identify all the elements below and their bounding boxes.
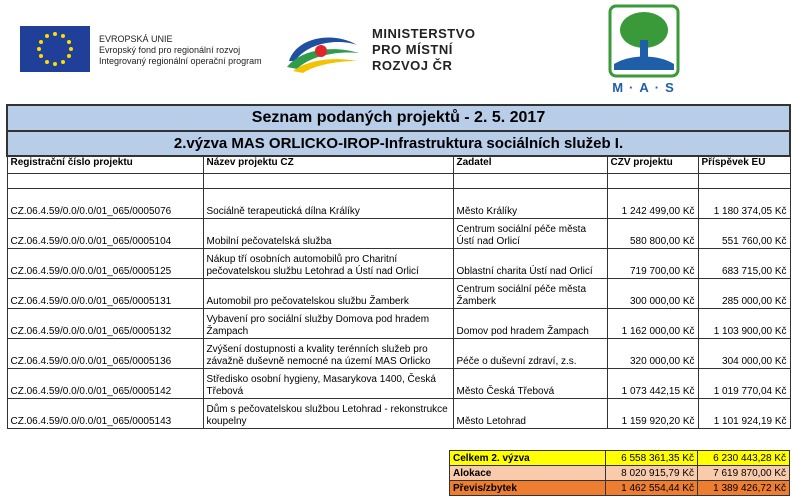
summary-czv: 6 558 361,35 Kč [606, 451, 698, 466]
summary-eu: 1 389 426,72 Kč [698, 481, 790, 496]
cell-reg-number: CZ.06.4.59/0.0/0.0/01_065/0005136 [7, 339, 203, 369]
cell-eu-contribution: 1 180 374,05 Kč [698, 189, 790, 219]
cell-reg-number: CZ.06.4.59/0.0/0.0/01_065/0005142 [7, 369, 203, 399]
spacer-cell [607, 174, 698, 189]
table-row [7, 399, 790, 429]
cell-project-name: Dům s pečovatelskou službou Letohrad - rekonstrukce koupelny [203, 399, 453, 429]
cell-project-name: Automobil pro pečovatelskou službu Žamberk [203, 279, 453, 309]
cell-eu-contribution: 1 101 924,19 Kč [698, 399, 790, 429]
mmr-line-2: PRO MÍSTNÍ [372, 42, 453, 57]
cell-project-name: Mobilní pečovatelská služba [203, 219, 453, 249]
summary-eu: 7 619 870,00 Kč [698, 466, 790, 481]
cell-reg-number: CZ.06.4.59/0.0/0.0/01_065/0005125 [7, 249, 203, 279]
cell-eu-contribution: 285 000,00 Kč [698, 279, 790, 309]
cell-reg-number: CZ.06.4.59/0.0/0.0/01_065/0005143 [7, 399, 203, 429]
cell-project-name: Vybavení pro sociální služby Domova pod hradem Žampach [203, 309, 453, 339]
spacer-row [7, 174, 790, 189]
eu-logo-text [99, 34, 262, 67]
table-row [7, 219, 790, 249]
summary-row-allocation [450, 466, 790, 481]
cell-reg-number: CZ.06.4.59/0.0/0.0/01_065/0005132 [7, 309, 203, 339]
cell-applicant: Centrum sociální péče města Žamberk [453, 279, 607, 309]
cell-czv: 580 800,00 Kč [607, 219, 698, 249]
mmr-line-3: ROZVOJ ČR [372, 58, 453, 73]
col-header-reg-number: Registrační číslo projektu [7, 156, 203, 174]
cell-applicant: Město Česká Třebová [453, 369, 607, 399]
col-header-czv: CZV projektu [607, 156, 698, 174]
cell-reg-number: CZ.06.4.59/0.0/0.0/01_065/0005131 [7, 279, 203, 309]
cell-project-name: Sociálně terapeutická dílna Králíky [203, 189, 453, 219]
cell-applicant: Domov pod hradem Žampach [453, 309, 607, 339]
summary-label: Převis/zbytek [450, 481, 606, 496]
cell-czv: 1 242 499,00 Kč [607, 189, 698, 219]
cell-applicant: Centrum sociální péče města Ústí nad Orlicí [453, 219, 607, 249]
summary-label: Alokace [450, 466, 606, 481]
table-subtitle: 2.výzva MAS ORLICKO-IROP-Infrastruktura sociálních služeb I. [7, 131, 790, 156]
table-row [7, 309, 790, 339]
cell-eu-contribution: 1 019 770,04 Kč [698, 369, 790, 399]
cell-eu-contribution: 1 103 900,00 Kč [698, 309, 790, 339]
mmr-logo [283, 27, 363, 75]
cell-project-name: Nákup tří osobních automobilů pro Charitní pečovatelskou službu Letohrad a Ústí nad Orlicí [203, 249, 453, 279]
cell-applicant: Město Letohrad [453, 399, 607, 429]
summary-table [449, 450, 790, 496]
summary-row-total [450, 451, 790, 466]
col-header-project-name: Název projektu CZ [203, 156, 453, 174]
cell-czv: 1 159 920,20 Kč [607, 399, 698, 429]
mas-logo-text: M·A·S [612, 80, 680, 95]
eu-fund-name: Evropský fond pro regionální rozvoj [99, 45, 241, 55]
cell-eu-contribution: 683 715,00 Kč [698, 249, 790, 279]
summary-eu: 6 230 443,28 Kč [698, 451, 790, 466]
mmr-logo-text [372, 26, 476, 74]
spacer-cell [203, 174, 453, 189]
cell-czv: 1 162 000,00 Kč [607, 309, 698, 339]
cell-applicant: Město Králíky [453, 189, 607, 219]
projects-table [6, 104, 791, 429]
spacer-cell [698, 174, 790, 189]
cell-eu-contribution: 304 000,00 Kč [698, 339, 790, 369]
table-title: Seznam podaných projektů - 2. 5. 2017 [7, 105, 790, 131]
cell-applicant: Péče o duševní zdraví, z.s. [453, 339, 607, 369]
summary-row-remainder [450, 481, 790, 496]
spacer-cell [7, 174, 203, 189]
table-header-row [7, 156, 790, 174]
col-header-eu-contribution: Příspěvek EU [698, 156, 790, 174]
table-row [7, 339, 790, 369]
summary-czv: 8 020 915,79 Kč [606, 466, 698, 481]
cell-project-name: Zvýšení dostupnosti a kvality terénních služeb pro závažně duševně nemocné na území MAS Orlicko [203, 339, 453, 369]
cell-czv: 320 000,00 Kč [607, 339, 698, 369]
cell-czv: 719 700,00 Kč [607, 249, 698, 279]
cell-reg-number: CZ.06.4.59/0.0/0.0/01_065/0005104 [7, 219, 203, 249]
mas-logo [604, 4, 684, 78]
cell-reg-number: CZ.06.4.59/0.0/0.0/01_065/0005076 [7, 189, 203, 219]
summary-label: Celkem 2. výzva [450, 451, 606, 466]
cell-project-name: Středisko osobní hygieny, Masarykova 1400, Česká Třebová [203, 369, 453, 399]
mmr-line-1: MINISTERSTVO [372, 26, 476, 41]
eu-program-name: Integrovaný regionální operační program [99, 56, 262, 66]
eu-flag-logo [20, 26, 90, 72]
table-row [7, 189, 790, 219]
table-row [7, 369, 790, 399]
col-header-applicant: Žadatel [453, 156, 607, 174]
summary-czv: 1 462 554,44 Kč [606, 481, 698, 496]
table-row [7, 279, 790, 309]
cell-applicant: Oblastní charita Ústí nad Orlicí [453, 249, 607, 279]
cell-czv: 1 073 442,15 Kč [607, 369, 698, 399]
table-row [7, 249, 790, 279]
spacer-cell [453, 174, 607, 189]
eu-title: EVROPSKÁ UNIE [99, 34, 173, 44]
cell-czv: 300 000,00 Kč [607, 279, 698, 309]
cell-eu-contribution: 551 760,00 Kč [698, 219, 790, 249]
